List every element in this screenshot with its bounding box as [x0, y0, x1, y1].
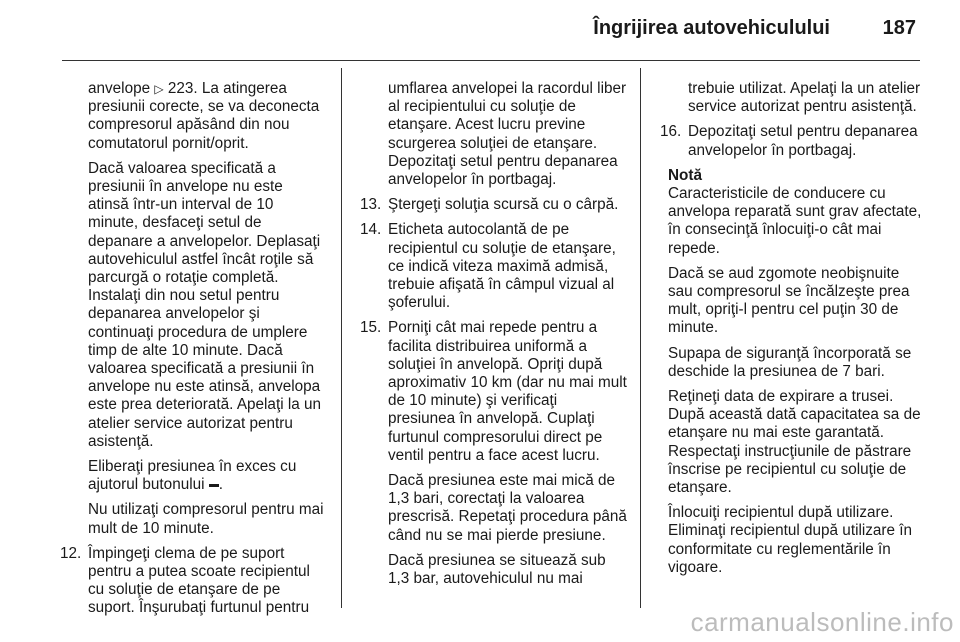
note-paragraph: Supapa de siguranţă încorporată se deschide la presiunea de 7 bari. [668, 344, 912, 380]
page-number: 187 [882, 17, 916, 39]
column-divider-1 [341, 68, 342, 608]
column-3 [660, 80, 924, 584]
list-item: 12. Împingeţi clema de pe suport pentru a putea scoate recipientul cu soluţie de etanşare de pe suport. Înşurubaţi furtunul pentru [60, 544, 310, 617]
list-item: 14. Eticheta autocolantă de pe recipientul cu soluţie de etanşare, ce indică viteza maximă admisă, trebuie afişată în câmpul vizual al şoferului. [360, 221, 616, 312]
paragraph: umflarea anvelopei la racordul liber al recipientului cu soluţie de etanşare. Acest lucru previne scurgerea soluţiei de etanşare. Depozitaţi setul pentru depanarea anvelopelor în portbagaj. [388, 80, 627, 189]
page-reference-icon: ▷ [154, 82, 164, 96]
watermark: carmanualsonline.info [690, 607, 954, 637]
column-divider-2 [640, 68, 641, 608]
page-title: Îngrijirea autovehiculului [593, 17, 830, 39]
note-paragraph: Înlocuiţi recipientul după utilizare. Eliminaţi recipientul după utilizare în conformitate cu reglementările în vigoare. [668, 504, 913, 576]
note-heading: Notă [668, 166, 702, 184]
paragraph: Dacă valoarea specificată a presiunii în anvelope nu este atinsă într-un interval de 10 minute, desfaceţi setul de depanare a anvelopelor. Deplasaţi autovehiculul astfel încât roţile să parcurgă o rotaţie completă. Instalaţi din nou setul pentru depanarea anvelopelor şi continuaţi procedura de umplere timp de alte 10 minute. Dacă valoarea specificată a presiunii în anvelope nu este atinsă, anvelopa este prea deteriorată. Apelaţi la un atelier service autorizat pentru asistenţă. [88, 159, 322, 450]
column-2 [360, 80, 628, 595]
paragraph: anvelope ▷ 223. La atingerea presiunii corecte, se va deconecta compresorul apăsând din nou comutatorul pornit/oprit. [88, 80, 320, 152]
note-paragraph: Caracteristicile de conducere cu anvelopa reparată sunt grav afectate, în consecinţă înlocuiţi-o cât mai repede. [668, 185, 922, 257]
page-reference-link[interactable]: 223 [167, 80, 194, 97]
note-paragraph: Reţineţi data de expirare a trusei. După această dată capacitatea sa de etanşare nu mai este garantată. Respectaţi instrucţiunile de păstrare înscrise pe recipientul cu soluţie de etanşare. [668, 388, 921, 497]
minus-button-icon [209, 484, 219, 487]
paragraph: Dacă presiunea se situează sub 1,3 bar, autovehiculul nu mai [388, 551, 606, 588]
note-paragraph: Dacă se aud zgomote neobişnuite sau compresorul se încălzeşte prea mult, opriţi-l pentru cel puţin 30 de minute. [668, 264, 910, 337]
paragraph: Nu utilizaţi compresorul pentru mai mult de 10 minute. [88, 501, 324, 537]
paragraph: trebuie utilizat. Apelaţi la un atelier service autorizat pentru asistenţă. [688, 80, 921, 116]
column-1 [60, 80, 326, 625]
paragraph: Eliberaţi presiunea în exces cu ajutorul butonului . [88, 458, 297, 494]
header-divider [62, 60, 920, 61]
list-item: 15. Porniţi cât mai repede pentru a facilita distribuirea uniformă a soluţiei în anvelopă. Opriţi după aproximativ 10 km (dar nu mai mult de 10 minute) şi verificaţi presiunea în anvelopă. Cuplaţi furtunul compresorului direct pe ventil pentru a face acest lucru. [360, 319, 627, 464]
list-item: 16. Depozitaţi setul pentru depanarea anvelopelor în portbagaj. [660, 123, 918, 159]
list-item: 13. Ştergeţi soluţia scursă cu o cârpă. [360, 196, 619, 214]
paragraph: Dacă presiunea este mai mică de 1,3 bari, corectaţi la valoarea prescrisă. Repetaţi procedura până când nu se mai pierde presiune. [388, 472, 627, 544]
